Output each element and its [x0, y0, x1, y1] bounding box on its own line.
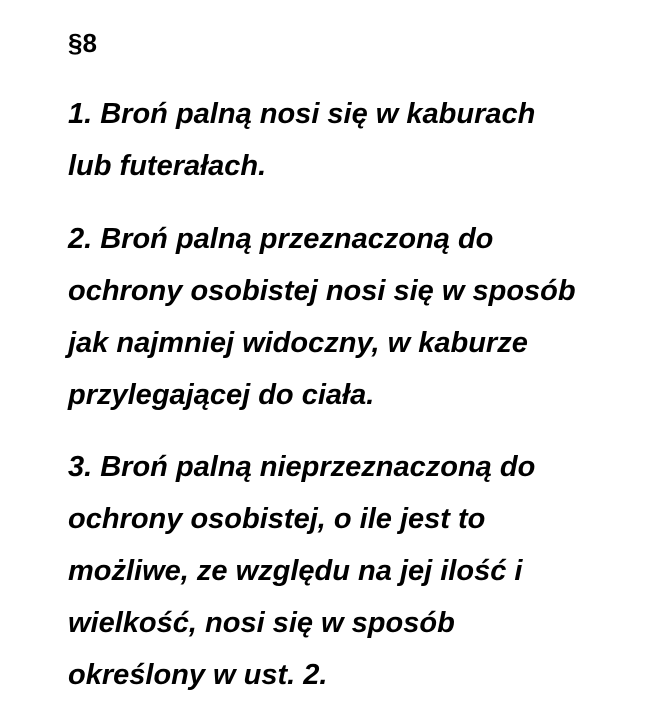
paragraph-3	[68, 441, 535, 701]
paragraph-line: lub futerałach.	[68, 150, 267, 182]
paragraph-1	[68, 88, 535, 192]
paragraph-line: ochrony osobistej nosi się w sposób	[68, 275, 576, 307]
paragraph-line: możliwe, ze względu na jej ilość i	[68, 555, 523, 587]
section-heading: §8	[68, 28, 97, 58]
paragraph-line: 3. Broń palną nieprzeznaczoną do	[68, 451, 536, 483]
paragraph-line: wielkość, nosi się w sposób	[68, 607, 455, 639]
paragraph-line: określony w ust. 2.	[68, 659, 328, 691]
paragraph-line: jak najmniej widoczny, w kaburze	[68, 327, 528, 359]
paragraph-line: 2. Broń palną przeznaczoną do	[68, 223, 494, 255]
paragraph-line: przylegającej do ciała.	[68, 379, 375, 411]
paragraph-line: 1. Broń palną nosi się w kaburach	[68, 98, 536, 130]
paragraph-line: ochrony osobistej, o ile jest to	[68, 503, 486, 535]
paragraph-2	[68, 213, 576, 421]
